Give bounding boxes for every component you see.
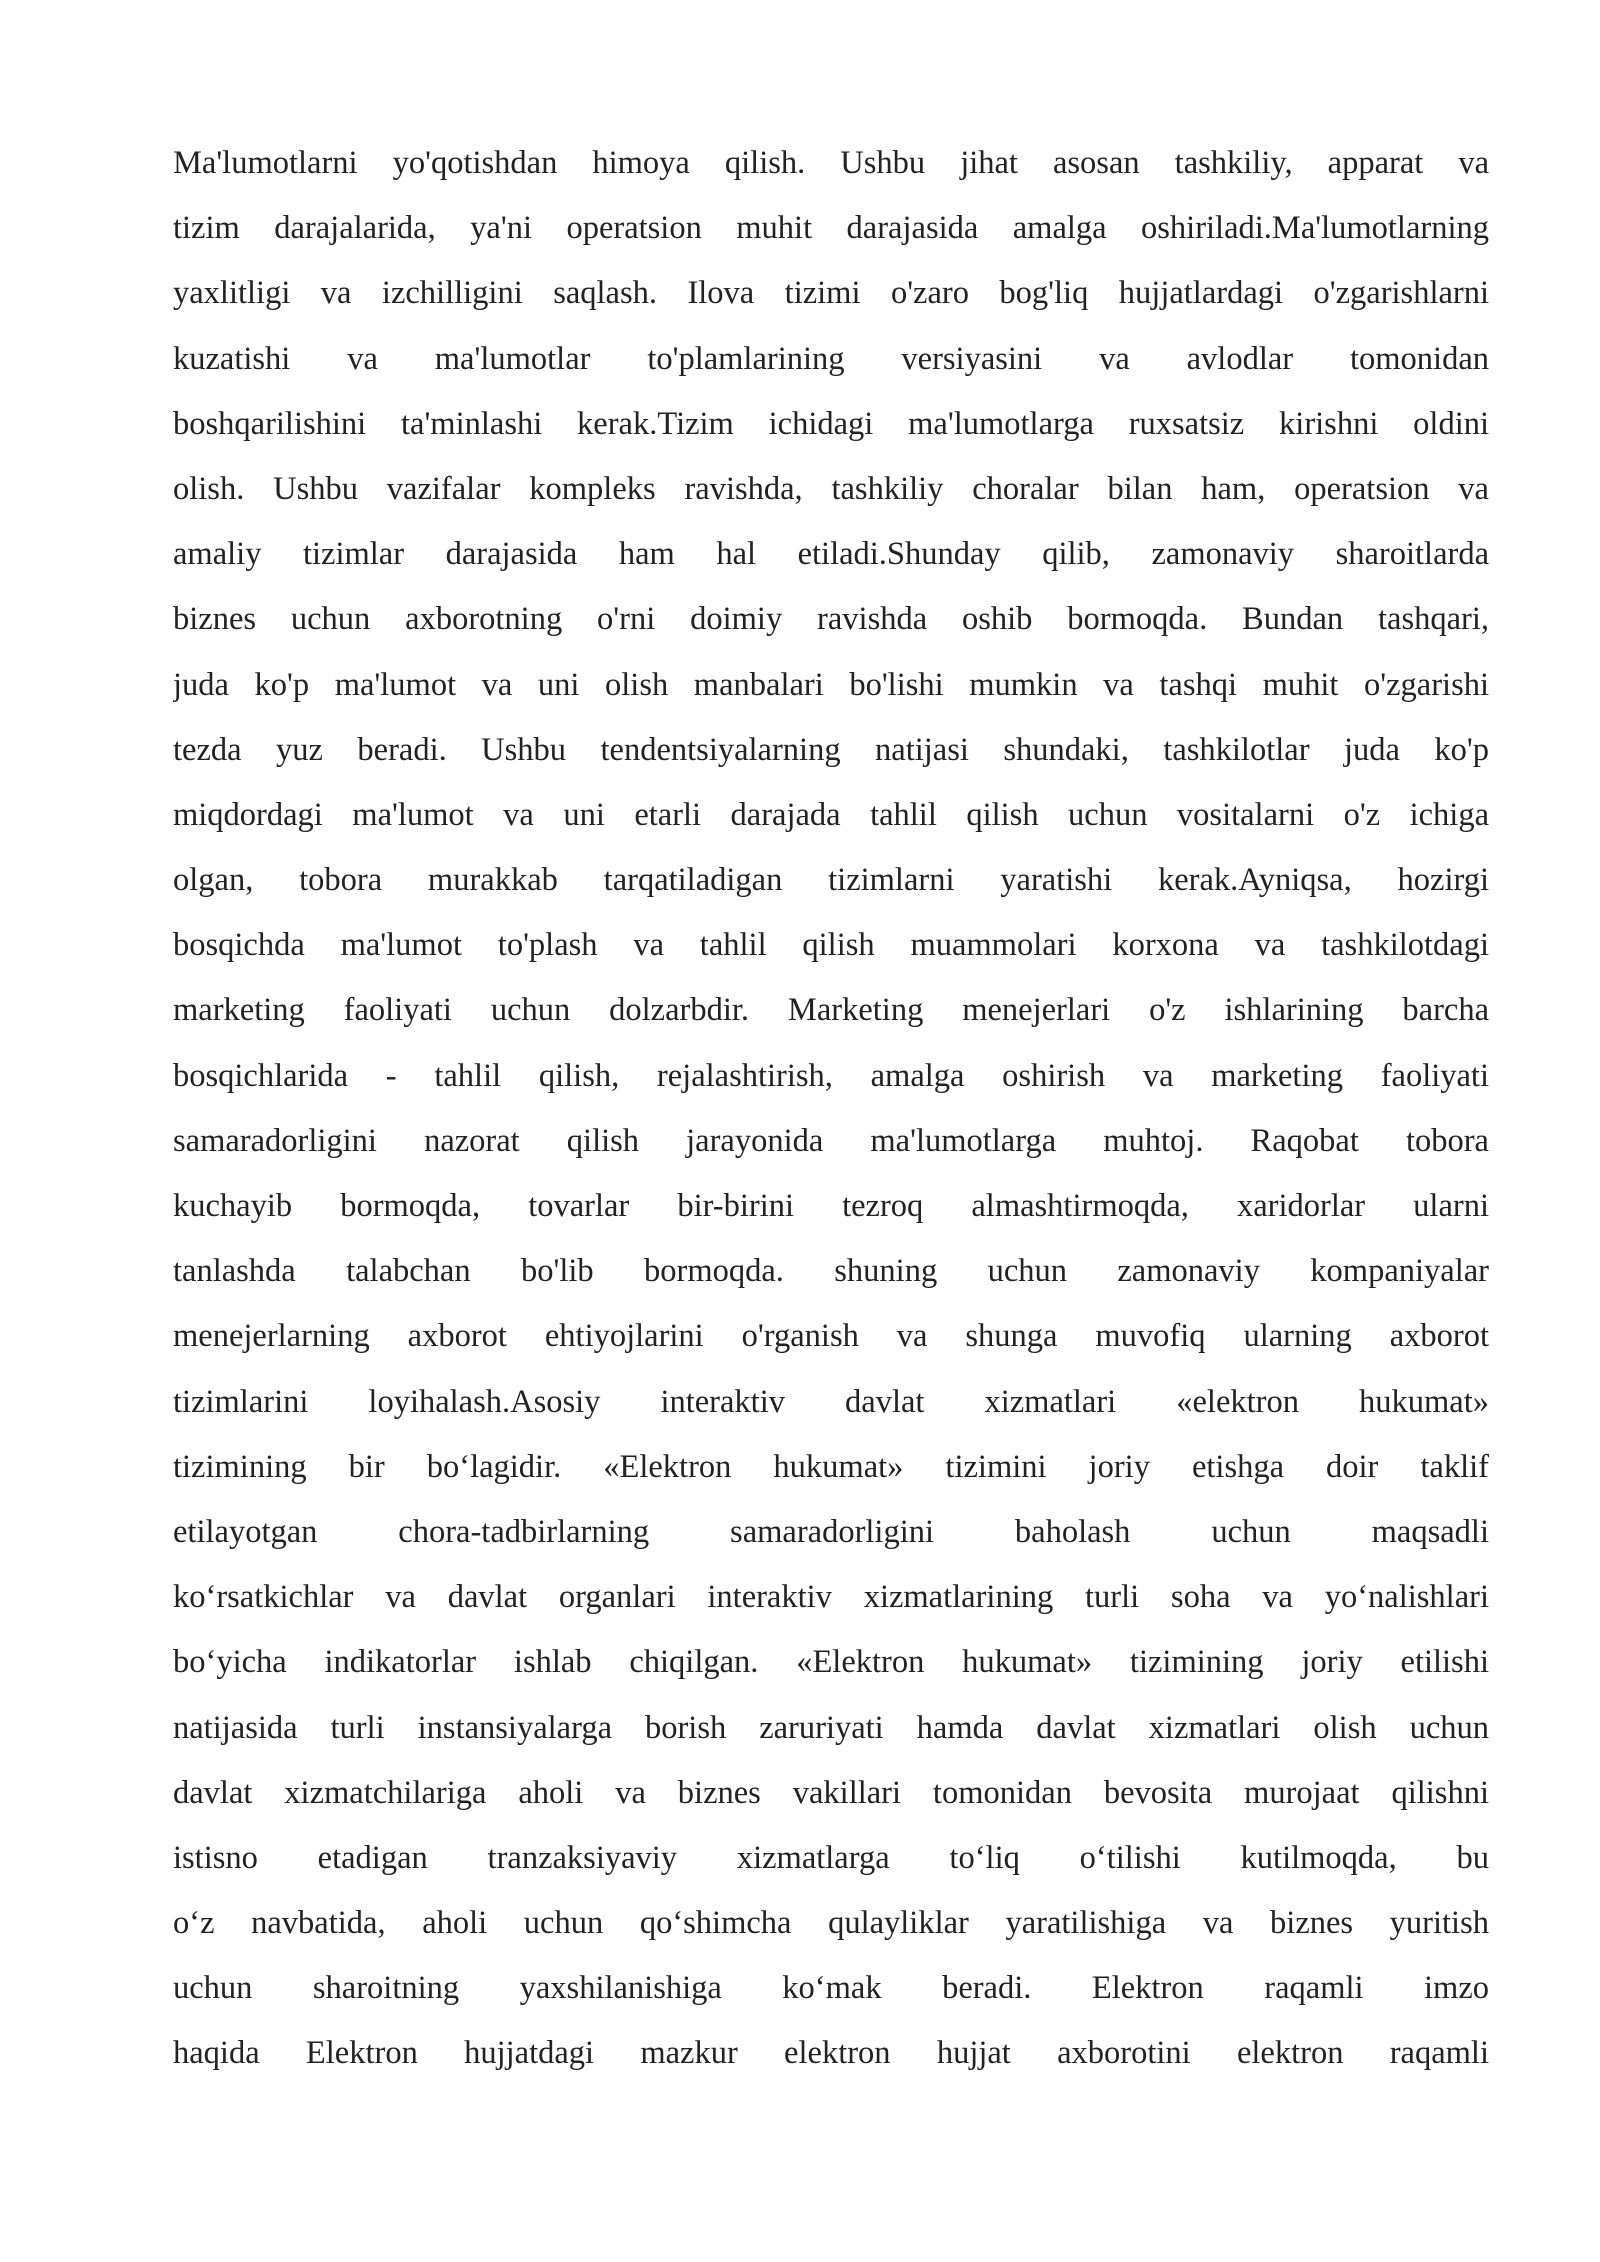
text-line: bosqichlarida - tahlil qilish, rejalashtirish, amalga oshirish va marketing faoliyati [173, 1057, 1489, 1094]
text-line: uchun sharoitning yaxshilanishiga ko‘mak beradi. Elektron raqamli imzo [173, 1970, 1489, 2007]
text-line: tizimlarini loyihalash.Asosiy interaktiv davlat xizmatlari «elektron hukumat» [173, 1383, 1489, 1420]
text-line: istisno etadigan tranzaksiyaviy xizmatlarga to‘liq o‘tilishi kutilmoqda, bu [173, 1839, 1489, 1876]
text-line: natijasida turli instansiyalarga borish zaruriyati hamda davlat xizmatlari olish uchun [173, 1709, 1489, 1746]
text-line: kuchayib bormoqda, tovarlar bir-birini tezroq almashtirmoqda, xaridorlar ularni [173, 1188, 1489, 1224]
text-line: miqdordagi ma'lumot va uni etarli darajada tahlil qilish uchun vositalarni o'z ichiga [173, 796, 1489, 833]
text-line: tezda yuz beradi. Ushbu tendentsiyalarning natijasi shundaki, tashkilotlar juda ko'p [173, 731, 1489, 768]
text-line: biznes uchun axborotning o'rni doimiy ravishda oshib bormoqda. Bundan tashqari, [173, 601, 1489, 638]
text-line: davlat xizmatchilariga aholi va biznes vakillari tomonidan bevosita murojaat qilishni [173, 1774, 1489, 1811]
text-line: amaliy tizimlar darajasida ham hal etiladi.Shunday qilib, zamonaviy sharoitlarda [173, 536, 1489, 573]
text-line: Ma'lumotlarni yo'qotishdan himoya qilish. Ushbu jihat asosan tashkiliy, apparat va [173, 145, 1489, 181]
text-line: juda ko'p ma'lumot va uni olish manbalari bo'lishi mumkin va tashqi muhit o'zgarishi [173, 666, 1489, 703]
text-line: tanlashda talabchan bo'lib bormoqda. shuning uchun zamonaviy kompaniyalar [173, 1253, 1489, 1290]
text-line: menejerlarning axborot ehtiyojlarini o'rganish va shunga muvofiq ularning axborot [173, 1318, 1489, 1355]
text-line: kuzatishi va ma'lumotlar to'plamlarining versiyasini va avlodlar tomonidan [173, 340, 1489, 377]
body-paragraph [173, 131, 1489, 2087]
text-line: bo‘yicha indikatorlar ishlab chiqilgan. «Elektron hukumat» tizimining joriy etilishi [173, 1644, 1489, 1681]
text-line: olish. Ushbu vazifalar kompleks ravishda, tashkiliy choralar bilan ham, operatsion va [173, 470, 1489, 507]
text-line: olgan, tobora murakkab tarqatiladigan tizimlarni yaratishi kerak.Ayniqsa, hozirgi [173, 862, 1489, 899]
text-line: boshqarilishini ta'minlashi kerak.Tizim ichidagi ma'lumotlarga ruxsatsiz kirishni oldini [173, 405, 1489, 442]
text-line: bosqichda ma'lumot to'plash va tahlil qilish muammolari korxona va tashkilotdagi [173, 927, 1489, 964]
text-line: yaxlitligi va izchilligini saqlash. Ilova tizimi o'zaro bog'liq hujjatlardagi o'zgarishlarni [173, 275, 1489, 312]
text-line: tizimining bir bo‘lagidir. «Elektron hukumat» tizimini joriy etishga doir taklif [173, 1448, 1489, 1485]
text-line: etilayotgan chora-tadbirlarning samaradorligini baholash uchun maqsadli [173, 1513, 1489, 1550]
text-line: tizim darajalarida, ya'ni operatsion muhit darajasida amalga oshiriladi.Ma'lumotlarning [173, 210, 1489, 247]
text-line: ko‘rsatkichlar va davlat organlari interaktiv xizmatlarining turli soha va yo‘nalishlari [173, 1579, 1489, 1616]
text-line: haqida Elektron hujjatdagi mazkur elektron hujjat axborotini elektron raqamli [173, 2035, 1489, 2072]
text-line: samaradorligini nazorat qilish jarayonida ma'lumotlarga muhtoj. Raqobat tobora [173, 1122, 1489, 1159]
text-line: o‘z navbatida, aholi uchun qo‘shimcha qulayliklar yaratilishiga va biznes yuritish [173, 1905, 1489, 1942]
text-line: marketing faoliyati uchun dolzarbdir. Marketing menejerlari o'z ishlarining barcha [173, 992, 1489, 1029]
